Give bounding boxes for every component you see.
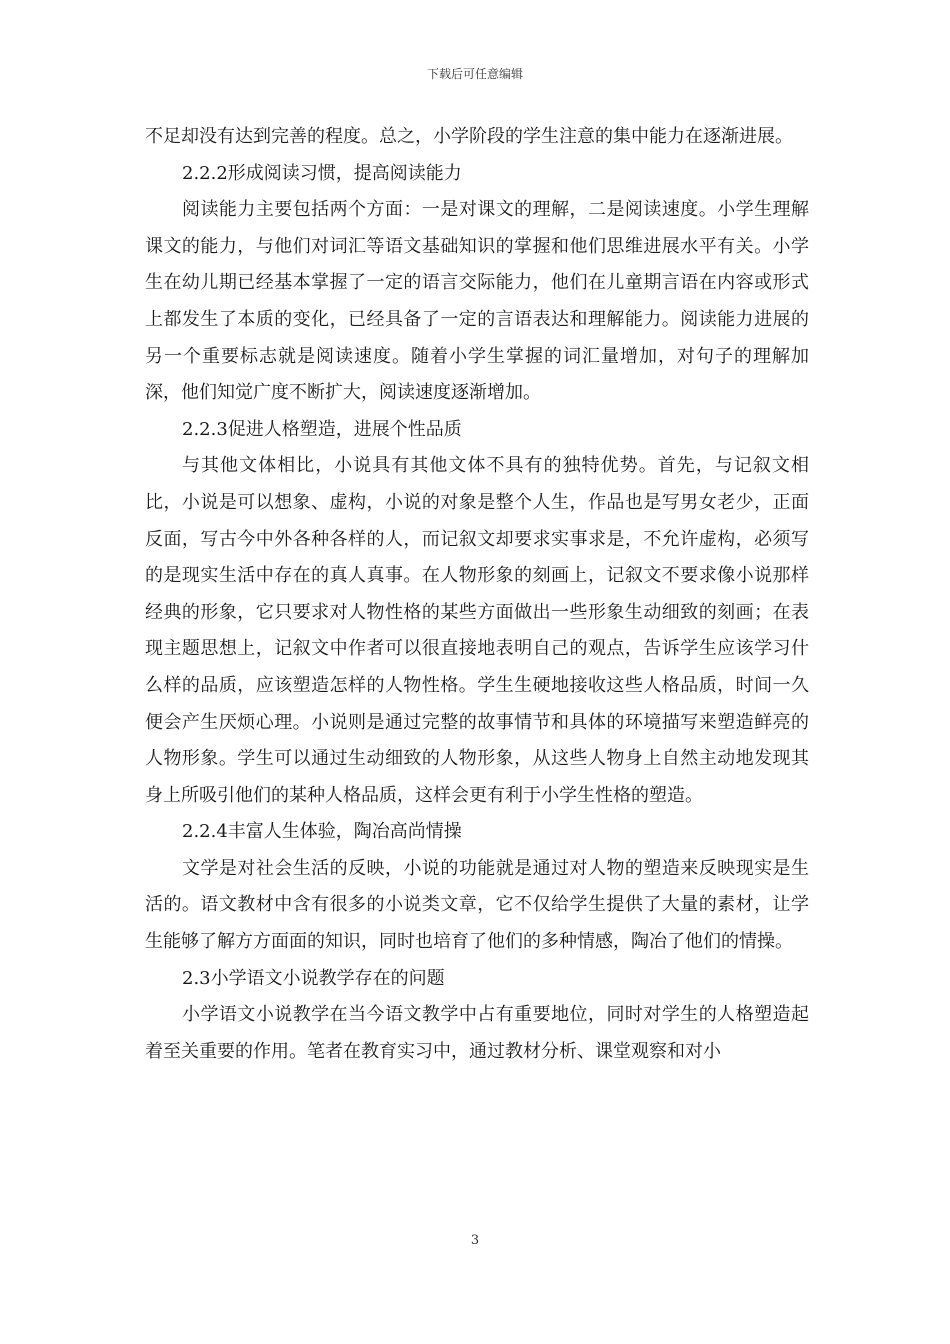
- page-number: 3: [470, 1233, 480, 1248]
- section-heading-2-2-4: 2.2.4丰富人生体验，陶冶高尚情操: [182, 821, 462, 843]
- section-heading-2-2-2: 2.2.2形成阅读习惯，提高阅读能力: [182, 162, 462, 184]
- document-body: [145, 119, 809, 1070]
- section-heading-2-3: 2.3小学语文小说教学存在的问题: [182, 967, 445, 989]
- page-header: 下载后可任意编辑: [426, 67, 523, 81]
- paragraph-personality: 与其他文体相比，小说具有其他文体不具有的独特优势。首先，与记叙文相比，小说是可以想象、虚构，小说的对象是整个人生，作品也是写男女老少，正面反面，写古今中外各种各样的人，而记叙文却要求实事求是，不允许虚构，必须写的是现实生活中存在的真人真事。在人物形象的刻画上，记叙文不要求像小说那样经典的形象，它只要求对人物性格的某些方面做出一些形象生动细致的刻画；在表现主题思想上，记叙文中作者可以很直接地表明自己的观点，告诉学生应该学习什么样的品质，应该塑造怎样的人物性格。学生生硬地接收这些人格品质，时间一久便会产生厌烦心理。小说则是通过完整的故事情节和具体的环境描写来塑造鲜亮的人物形象。学生可以通过生动细致的人物形象，从这些人物身上自然主动地发现其身上所吸引他们的某种人格品质，这样会更有利于小学生性格的塑造。: [145, 455, 809, 806]
- section-heading-2-2-3: 2.2.3促进人格塑造，进展个性品质: [182, 418, 462, 440]
- paragraph-reading-ability: 阅读能力主要包括两个方面：一是对课文的理解，二是阅读速度。小学生理解课文的能力，与他们对词汇等语文基础知识的掌握和他们思维进展水平有关。小学生在幼儿期已经基本掌握了一定的语言交际能力，他们在儿童期言语在内容或形式上都发生了本质的变化，已经具备了一定的言语表达和理解能力。阅读能力进展的另一个重要标志就是阅读速度。随着小学生掌握的词汇量增加，对句子的理解加深，他们知觉广度不断扩大，阅读速度逐渐增加。: [145, 199, 809, 404]
- paragraph-continuation: 不足却没有达到完善的程度。总之，小学阶段的学生注意的集中能力在逐渐进展。: [145, 126, 793, 147]
- paragraph-life-experience: 文学是对社会生活的反映，小说的功能就是通过对人物的塑造来反映现实是生活的。语文教材中含有很多的小说类文章，它不仅给学生提供了大量的素材，让学生能够了解方方面面的知识，同时也培育了他们的多种情感，陶冶了他们的情操。: [145, 857, 809, 953]
- paragraph-problems: 小学语文小说教学在当今语文教学中占有重要地位，同时对学生的人格塑造起着至关重要的作用。笔者在教育实习中，通过教材分析、课堂观察和对小: [145, 1004, 809, 1062]
